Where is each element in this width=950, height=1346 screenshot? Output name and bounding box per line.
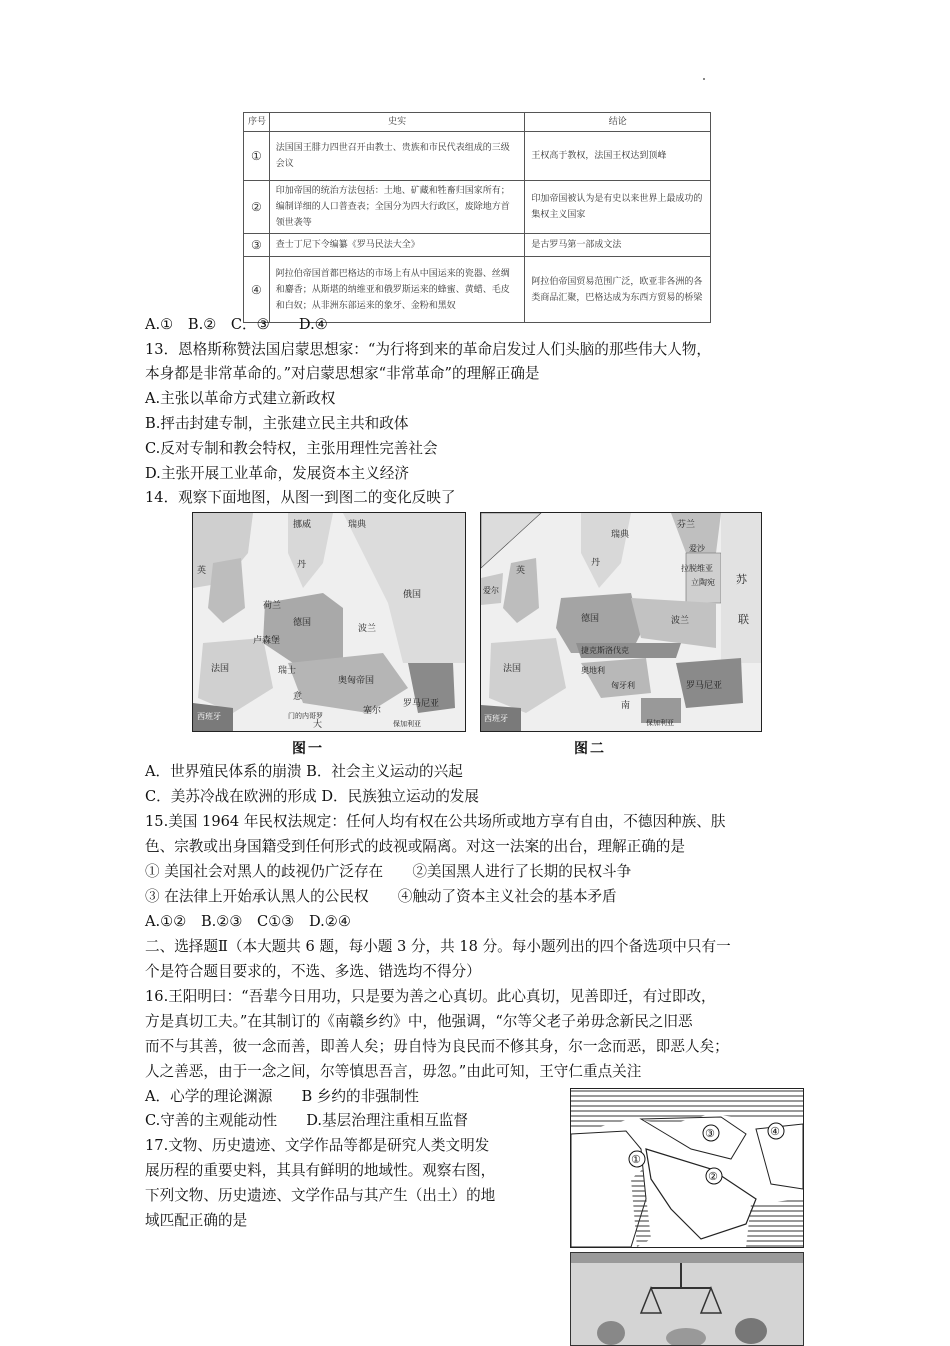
map2-label: 芬兰 [677,520,696,530]
row-fact: 查士丁尼下令编纂《罗马民法大全》 [269,234,525,257]
map1-label: 挪威 [293,520,312,530]
map1-label: 西班牙 [197,712,221,721]
q17-line-3: 下列文物、历史遗迹、文学作品与其产生（出土）的地 [145,1187,496,1204]
map1-label: 罗马尼亚 [403,699,440,709]
map1-label: 瑞典 [348,520,367,530]
map1-label: 瑞士 [278,666,297,676]
map1-label: 意 [293,692,303,702]
row-conclusion: 王权高于教权，法国王权达到顶峰 [525,132,711,181]
q16-line-2: 方是真切工夫。”在其制订的《南赣乡约》中，他强调，“尔等父老子弟毋念新民之旧恶 [145,1013,693,1030]
map2-label: 奥地利 [581,666,605,675]
map2-label: 西班牙 [484,714,508,723]
row-conclusion: 是古罗马第一部成文法 [525,234,711,257]
q15-statements-2: ③ 在法律上开始承认黑人的公民权 ④触动了资本主义社会的基本矛盾 [145,888,617,905]
map1-label: 法国 [211,664,230,674]
map2-label: 波兰 [671,616,690,626]
map1-label: 俄国 [403,590,422,600]
map2-label: 捷克斯洛伐克 [581,646,629,655]
q17-line-1: 17.文物、历史遗迹、文学作品等都是研究人类文明发 [145,1137,490,1154]
row-conclusion: 印加帝国被认为是有史以来世界上最成功的集权主义国家 [525,181,711,234]
q15-answers: A.①② B.②③ C①③ D.②④ [145,913,351,930]
map1-label: 保加利亚 [393,720,421,728]
table-row [244,181,711,234]
q14-stem: 14．观察下面地图，从图一到图二的变化反映了 [145,489,456,506]
q16-options-cd: C.守善的主观能动性 D.基层治理注重相互监督 [145,1112,468,1129]
map2-label: 瑞典 [611,530,630,540]
table-row [244,132,711,181]
q16-line-3: 而不与其善，彼一念而善，即善人矣；毋自恃为良民而不修其身，尔一念而恶，即恶人矣； [145,1038,729,1055]
map2-caption: 图二 [574,741,606,757]
q13-stem-2: 本身都是非常革命的。”对启蒙思想家“非常革命”的理解正确是 [145,365,540,382]
q17-map-marker: ② [708,1170,718,1183]
row-num: ④ [244,257,270,323]
map1-caption: 图一 [292,741,324,757]
q16-line-1: 16.王阳明曰：“吾辈今日用功，只是要为善之心真切。此心真切，见善即迁，有过即改， [145,988,716,1005]
map1-label: 德国 [293,618,312,628]
header-fact: 史实 [269,113,525,132]
map2-label: 德国 [581,614,600,624]
map1-label: 荷兰 [263,601,282,611]
map2-label: 拉脱维亚 [681,564,713,573]
row-conclusion: 阿拉伯帝国贸易范围广泛，欧亚非各洲的各类商品汇聚，巴格达成为东西方贸易的桥梁 [525,257,711,323]
q17-line-4: 域匹配正确的是 [145,1212,248,1229]
map2-label: 爱尔 [483,586,499,595]
map2-label: 保加利亚 [646,719,674,727]
q14-options-1: A．世界殖民体系的崩溃 B．社会主义运动的兴起 [145,763,463,780]
map2-label: 匈牙利 [611,681,635,690]
scan-speck [703,78,705,80]
row-fact: 印加帝国的统治方法包括：土地、矿藏和牲畜归国家所有；编制详细的人口普查表；全国分为四大行政区，废除地方首领世袭等 [269,181,525,234]
map1-label: 波兰 [358,624,377,634]
row-num: ② [244,181,270,234]
row-fact: 法国国王腓力四世召开由教士、贵族和市民代表组成的三级会议 [269,132,525,181]
map1-label: 卢森堡 [253,636,281,646]
q17-region-map [570,1088,804,1248]
map2-label: 立陶宛 [691,578,715,587]
q16-line-4: 人之善恶，由于一念之间，尔等慎思吾言，毋忽。”由此可知，王守仁重点关注 [145,1063,642,1080]
map2-label: 丹 [591,558,601,568]
map-figure-2 [480,512,762,732]
map2-label: 联 [738,613,749,626]
history-facts-table [243,112,711,323]
q13-option-c: C.反对专制和教会特权，主张用理性完善社会 [145,440,438,457]
row-num: ③ [244,234,270,257]
row-num: ① [244,132,270,181]
map2-label: 英 [516,566,526,576]
q17-map-marker: ① [631,1153,641,1166]
header-num: 序号 [244,113,270,132]
q13-stem-1: 13．恩格斯称赞法国启蒙思想家：“为行将到来的革命启发过人们头脑的那些伟大人物， [145,341,712,358]
q13-option-d: D.主张开展工业革命，发展资本主义经济 [145,465,409,482]
q15-stem-2: 色、宗教或出身国籍受到任何形式的歧视或隔离。对这一法案的出台，理解正确的是 [145,838,685,855]
q12-options: A.① B.② C．③ D.④ [145,316,328,333]
map-figure-1 [192,512,466,732]
map1-label: 丹 [297,560,307,570]
q17-line-2: 展历程的重要史料，其具有鲜明的地域性。观察右图， [145,1162,496,1179]
q13-option-b: B.抨击封建专制，主张建立民主共和政体 [145,415,409,432]
row-fact: 阿拉伯帝国首都巴格达的市场上有从中国运来的瓷器、丝绸和麝香；从斯堪的纳维亚和俄罗斯运来的蜂蜜、黄蜡、毛皮和白奴；从非洲东部运来的象牙、金粉和黑奴 [269,257,525,323]
header-conclusion: 结论 [525,113,711,132]
q17-map-marker: ④ [770,1125,780,1138]
map2-label: 罗马尼亚 [686,681,723,691]
section2-heading-1: 二、选择题Ⅱ（本大题共 6 题，每小题 3 分，共 18 分。每小题列出的四个备选项中只有一 [145,938,731,955]
table-row [244,234,711,257]
q17-map-marker: ③ [705,1127,715,1140]
section2-heading-2: 个是符合题目要求的，不选、多选、错选均不得分） [145,963,481,980]
q15-stem-1: 15.美国 1964 年民权法规定：任何人均有权在公共场所或地方享有自由，不德因种族、肤 [145,813,726,830]
q16-options-ab: A．心学的理论渊源 B 乡约的非强制性 [145,1088,419,1105]
q13-option-a: A.主张以革命方式建立新政权 [145,390,336,407]
q14-options-2: C．美苏冷战在欧洲的形成 D．民族独立运动的发展 [145,788,479,805]
map1-label: 奥匈帝国 [338,676,375,686]
map1-label: 门的内哥罗 [288,712,323,720]
map2-label: 苏 [736,573,747,586]
map1-label: 大 [313,720,323,730]
q17-artifact-photo [570,1252,804,1346]
map2-label: 南 [621,701,631,711]
map2-label: 爱沙 [689,544,705,553]
q15-statements-1: ① 美国社会对黑人的歧视仍广泛存在 ②美国黑人进行了长期的民权斗争 [145,863,632,880]
map2-label: 法国 [503,664,522,674]
map1-label: 塞尔 [363,706,382,716]
table-header-row [244,113,711,132]
map1-label: 英 [197,566,207,576]
